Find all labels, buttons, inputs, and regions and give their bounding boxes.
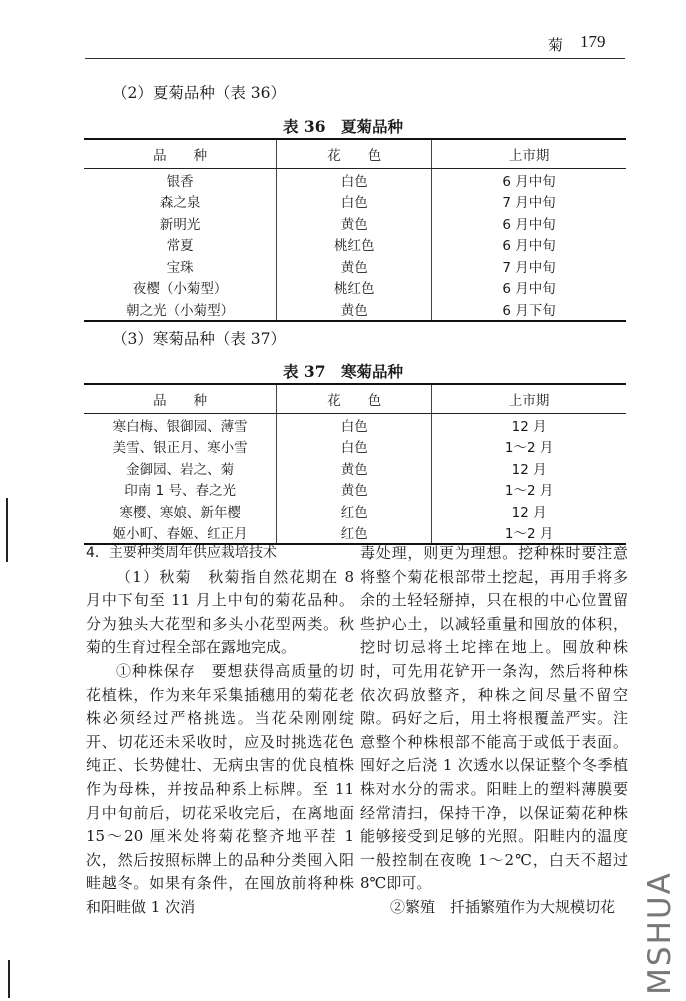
paragraph-propagation: ②繁殖 扦插繁殖作为大规模切花	[390, 897, 616, 916]
scan-edge-mark	[6, 498, 8, 562]
table-row	[84, 298, 626, 321]
table-row	[84, 522, 626, 545]
cell-variety: 银香	[166, 173, 194, 190]
cell-flower-color: 黄色	[277, 212, 432, 234]
cell-market-period: 6 月中旬	[432, 277, 626, 299]
watermark	[634, 871, 686, 995]
cell-flower-color: 黄色	[277, 479, 432, 501]
table-row	[84, 479, 626, 501]
cell-market-period: 6 月中旬	[432, 212, 626, 234]
column-header-color: 花 色	[277, 139, 432, 169]
cell-variety: 新明光	[159, 216, 201, 233]
table-header-row	[84, 384, 626, 414]
header-rule	[85, 58, 625, 59]
winter-variety-table	[84, 383, 626, 545]
column-header-variety: 品 种	[84, 384, 277, 414]
winter-section-heading: （3）寒菊品种（表 37）	[112, 330, 287, 348]
cell-variety: 宝珠	[166, 259, 194, 276]
page-number: 179	[580, 32, 606, 51]
table-row	[84, 255, 626, 277]
cell-market-period: 12 月	[432, 414, 626, 436]
cell-flower-color: 白色	[277, 191, 432, 213]
cell-flower-color: 黄色	[277, 457, 432, 479]
cell-flower-color: 桃红色	[277, 234, 432, 256]
cell-market-period: 7 月中旬	[432, 255, 626, 277]
cell-market-period: 12 月	[432, 500, 626, 522]
cell-flower-color: 白色	[277, 436, 432, 458]
summer-variety-table	[84, 138, 626, 322]
cell-variety: 森之泉	[159, 195, 201, 212]
cell-flower-color: 红色	[277, 522, 432, 545]
cell-flower-color: 黄色	[277, 255, 432, 277]
table-row	[84, 191, 626, 213]
cell-flower-color: 黄色	[277, 298, 432, 321]
cell-market-period: 1～2 月	[432, 522, 626, 545]
cell-market-period: 1～2 月	[432, 479, 626, 501]
cell-variety: 金御园、岩之、菊	[126, 461, 235, 478]
paragraph-autumn-chrysanthemum: （1）秋菊 秋菊指自然花期在 8 月中下旬至 11 月上中旬的菊花品种。分为独头大花型和多头小花型两类。秋菊的生育过程全部在露地完成。	[86, 567, 354, 657]
scan-edge-mark	[8, 960, 10, 998]
summer-table-caption: 表 36 夏菊品种	[283, 117, 403, 136]
table-row	[84, 500, 626, 522]
table-row	[84, 212, 626, 234]
table-row	[84, 277, 626, 299]
cell-market-period: 1～2 月	[432, 436, 626, 458]
running-title: 菊	[548, 36, 564, 54]
watermark-text: MSHUA	[642, 871, 679, 995]
cultivation-subheading: 4．主要种类周年供应栽培技术	[86, 545, 277, 561]
cell-market-period: 6 月中旬	[432, 169, 626, 191]
body-column-left	[86, 542, 354, 920]
table-row	[84, 414, 626, 436]
cell-variety: 印南 1 号、春之光	[124, 483, 236, 500]
page-header	[0, 0, 686, 60]
paragraph-stock-preservation-continued: 毒处理，则更为理想。挖种株时要注意将整个菊花根部带土挖起，再用手将多余的土轻轻掰掉，只在根的中心位置留些护心土，以减轻重量和囤放的体积，挖时切忌将土坨摔在地上。囤放种株时，可先用花铲开一条沟，然后将种株依次码放整齐，种株之间尽量不留空隙。码好之后，用土将根覆盖严实。注意整个种株根部不能高于或低于表面。囤好之后浇 1 次透水以保证整个冬季植株对水分的需求。阳畦上的塑料薄膜要经常清扫，保持干净，以保证菊花种株能够接受到足够的光照。阳畦内的温度一般控制在夜晚 1～2℃，白天不超过 8℃即可。	[360, 544, 628, 893]
cell-variety: 常夏	[166, 238, 194, 255]
cell-flower-color: 白色	[277, 169, 432, 191]
cell-variety: 美雪、银正月、寒小雪	[112, 440, 248, 457]
paragraph-stock-preservation: ①种株保存 要想获得高质量的切花植株，作为来年采集插穗用的菊花老株必须经过严格挑选。当花朵刚刚绽开、切花还未采收时，应及时挑选花色纯正、长势健壮、无病虫害的优良植株作为母株，并按品种系上标牌。至 11 月中旬前后，切花采收完后，在离地面 15～20 厘米处将菊花整齐地平茬 1 次，然后按照标牌上的品种分类囤入阳畦越冬。如果有条件，在囤放前将种株和阳畦做 1 次消	[86, 661, 354, 916]
table-row	[84, 234, 626, 256]
column-header-color: 花 色	[277, 384, 432, 414]
column-header-variety: 品 种	[84, 139, 277, 169]
table-row	[84, 436, 626, 458]
table-row	[84, 457, 626, 479]
summer-section-heading: （2）夏菊品种（表 36）	[112, 84, 287, 102]
body-column-right	[360, 542, 628, 920]
cell-market-period: 6 月下旬	[432, 298, 626, 321]
cell-market-period: 7 月中旬	[432, 191, 626, 213]
cell-market-period: 12 月	[432, 457, 626, 479]
cell-flower-color: 白色	[277, 414, 432, 436]
cell-flower-color: 桃红色	[277, 277, 432, 299]
cell-variety: 姬小町、春姬、红正月	[112, 526, 248, 543]
cell-market-period: 6 月中旬	[432, 234, 626, 256]
cell-variety: 朝之光（小菊型）	[126, 302, 235, 319]
cell-variety: 夜樱（小菊型）	[132, 281, 228, 298]
table-row	[84, 169, 626, 191]
cell-flower-color: 红色	[277, 500, 432, 522]
cell-variety: 寒樱、寒娘、新年樱	[119, 504, 241, 521]
column-header-market-period: 上市期	[432, 384, 626, 414]
column-header-market-period: 上市期	[432, 139, 626, 169]
winter-table-caption: 表 37 寒菊品种	[283, 362, 403, 381]
table-header-row	[84, 139, 626, 169]
cell-variety: 寒白梅、银御园、薄雪	[112, 418, 248, 435]
